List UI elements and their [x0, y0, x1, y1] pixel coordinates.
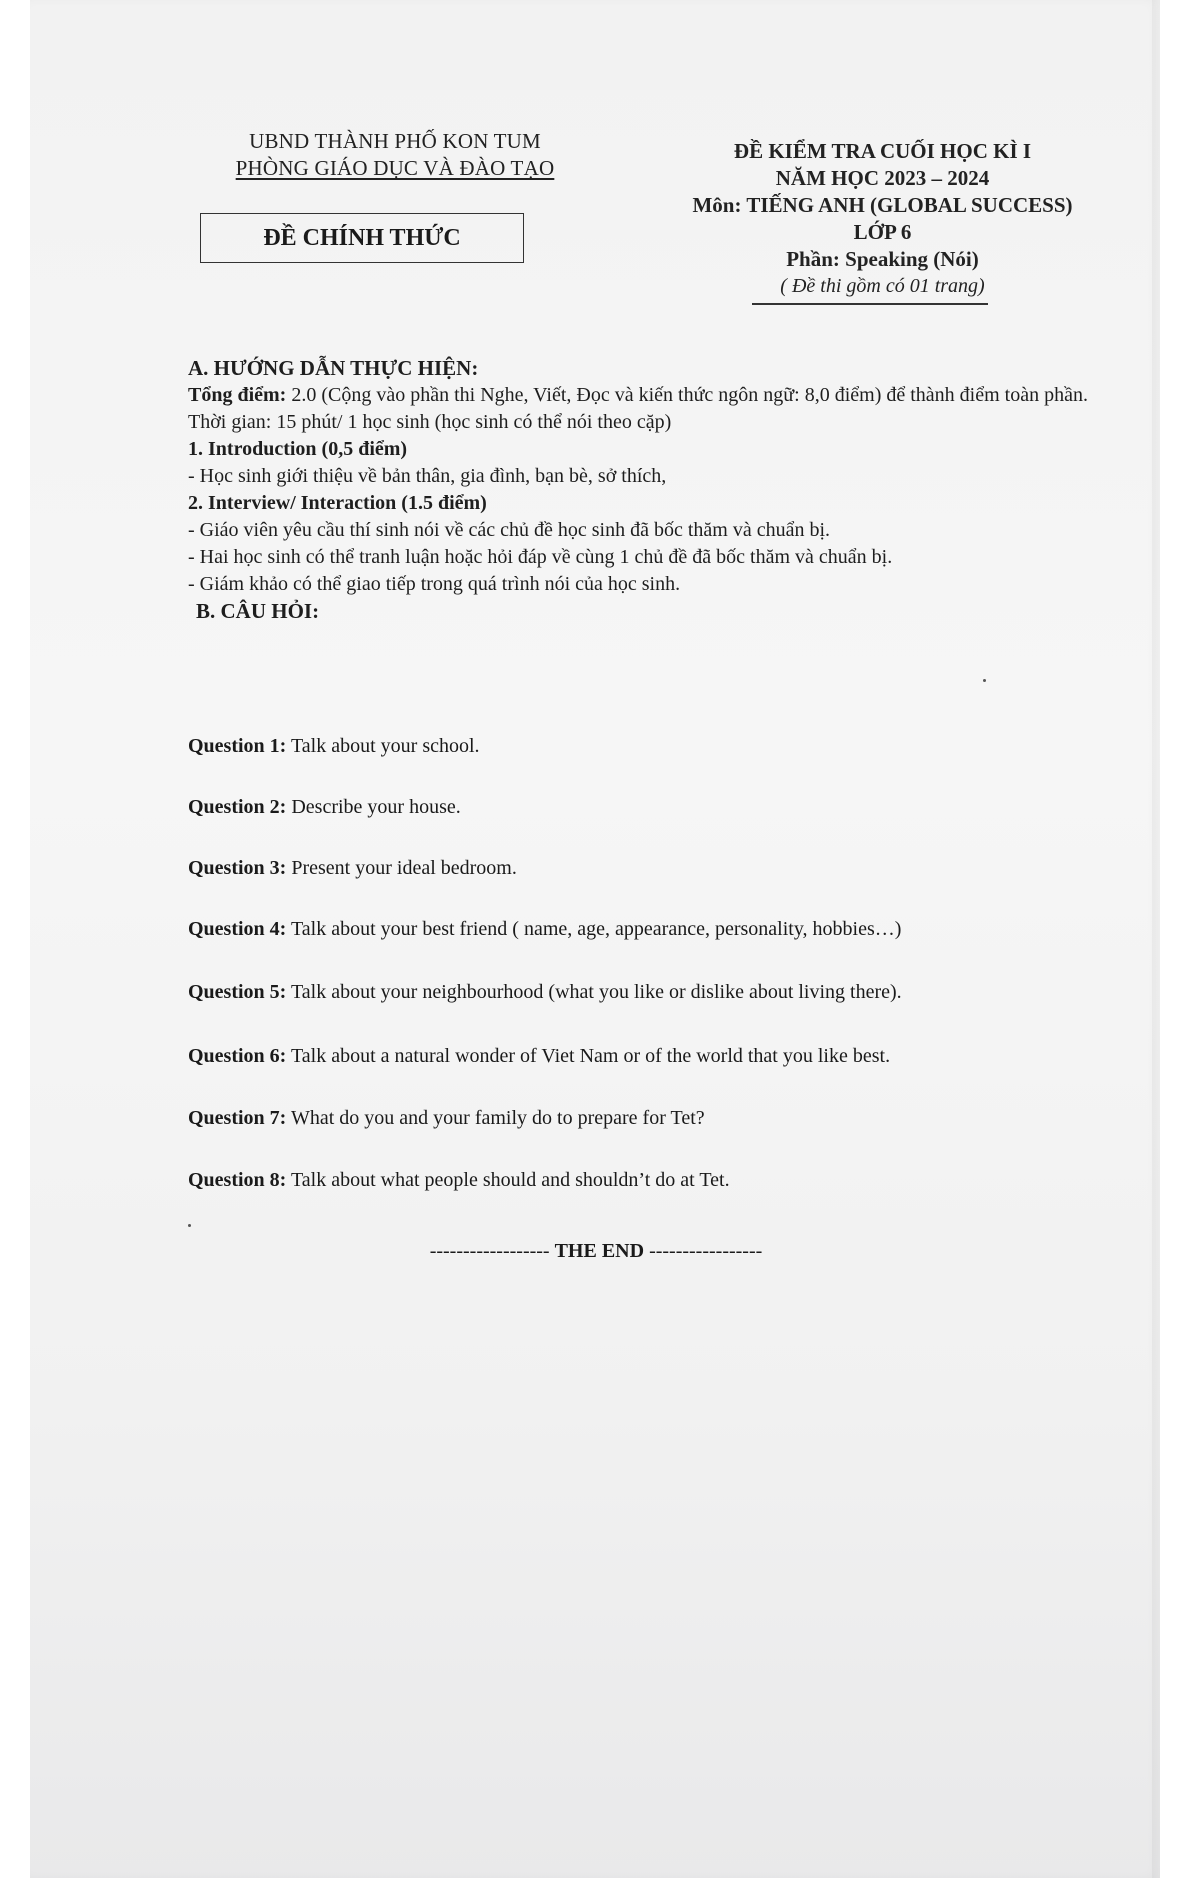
header-underline [752, 303, 988, 305]
question-item [188, 796, 461, 819]
question-item [188, 735, 480, 758]
question-label: Question 1: [188, 735, 287, 757]
question-text: Describe your house. [286, 796, 461, 818]
dashes-left: ------------------ [429, 1240, 550, 1262]
committee-name: UBND THÀNH PHỐ KON TUM [249, 129, 541, 153]
page-note: ( Đề thi gồm có 01 trang) [780, 275, 985, 297]
speck [983, 679, 986, 682]
question-text: Talk about a natural wonder of Viet Nam or of the world that you like best. [286, 1045, 891, 1067]
instructions-section [188, 355, 1088, 625]
question-label: Question 5: [188, 981, 287, 1003]
section-a-heading: A. HƯỚNG DẪN THỰC HIỆN: [188, 356, 479, 380]
dashes-right: ----------------- [649, 1240, 763, 1262]
paper-edge-shadow [1152, 0, 1160, 1878]
question-text: Talk about what people should and shouldn’t do at Tet. [286, 1169, 730, 1191]
end-text: THE END [554, 1240, 645, 1262]
question-label: Question 6: [188, 1045, 287, 1067]
total-score-label: Tổng điểm: [188, 384, 287, 406]
issuer-header [205, 128, 585, 182]
subject: Môn: TIẾNG ANH (GLOBAL SUCCESS) [692, 193, 1073, 217]
time-line: Thời gian: 15 phút/ 1 học sinh (học sinh có thể nói theo cặp) [188, 411, 672, 433]
speck [188, 1224, 191, 1227]
question-item [188, 857, 517, 880]
question-text: Talk about your school. [286, 735, 480, 757]
official-label: ĐỀ CHÍNH THỨC [263, 224, 461, 251]
question-text: Talk about your neighbourhood (what you like or dislike about living there). [286, 981, 902, 1003]
exam-header [655, 138, 1110, 300]
question-text: What do you and your family do to prepare for Tet? [286, 1107, 705, 1129]
interview-item: - Giám khảo có thể giao tiếp trong quá trình nói của học sinh. [188, 573, 681, 595]
question-item [188, 981, 902, 1004]
question-item [188, 1045, 890, 1068]
exam-part: Phần: Speaking (Nói) [786, 247, 979, 271]
school-year: NĂM HỌC 2023 – 2024 [775, 166, 990, 190]
interview-item: - Hai học sinh có thể tranh luận hoặc hỏi đáp về cùng 1 chủ đề đã bốc thăm và chuẩn bị. [188, 546, 893, 568]
interview-item: - Giáo viên yêu cầu thí sinh nói về các chủ đề học sinh đã bốc thăm và chuẩn bị. [188, 519, 831, 541]
exam-title: ĐỀ KIỂM TRA CUỐI HỌC KÌ I [733, 139, 1032, 163]
question-label: Question 7: [188, 1107, 287, 1129]
the-end-footer [0, 1240, 1192, 1263]
question-item [188, 1107, 705, 1130]
question-label: Question 4: [188, 918, 287, 940]
introduction-text: - Học sinh giới thiệu về bản thân, gia đình, bạn bè, sở thích, [188, 465, 667, 487]
total-score-text: 2.0 (Cộng vào phần thi Nghe, Viết, Đọc và kiến thức ngôn ngữ: 8,0 điểm) để thành điểm toàn phần. [286, 384, 1088, 406]
question-item [188, 1169, 730, 1192]
total-score-line [188, 382, 1088, 409]
question-label: Question 3: [188, 857, 287, 879]
question-label: Question 8: [188, 1169, 287, 1191]
question-label: Question 2: [188, 796, 287, 818]
interview-heading: 2. Interview/ Interaction (1.5 điểm) [188, 492, 487, 514]
section-b-heading: B. CÂU HỎI: [196, 599, 320, 623]
introduction-heading: 1. Introduction (0,5 điểm) [188, 438, 408, 460]
department-name: PHÒNG GIÁO DỤC VÀ ĐÀO TẠO [235, 156, 555, 180]
question-text: Talk about your best friend ( name, age, appearance, personality, hobbies…) [286, 918, 902, 940]
question-item [188, 918, 901, 941]
official-stamp-box [200, 213, 524, 263]
question-text: Present your ideal bedroom. [286, 857, 517, 879]
grade: LỚP 6 [853, 220, 912, 244]
